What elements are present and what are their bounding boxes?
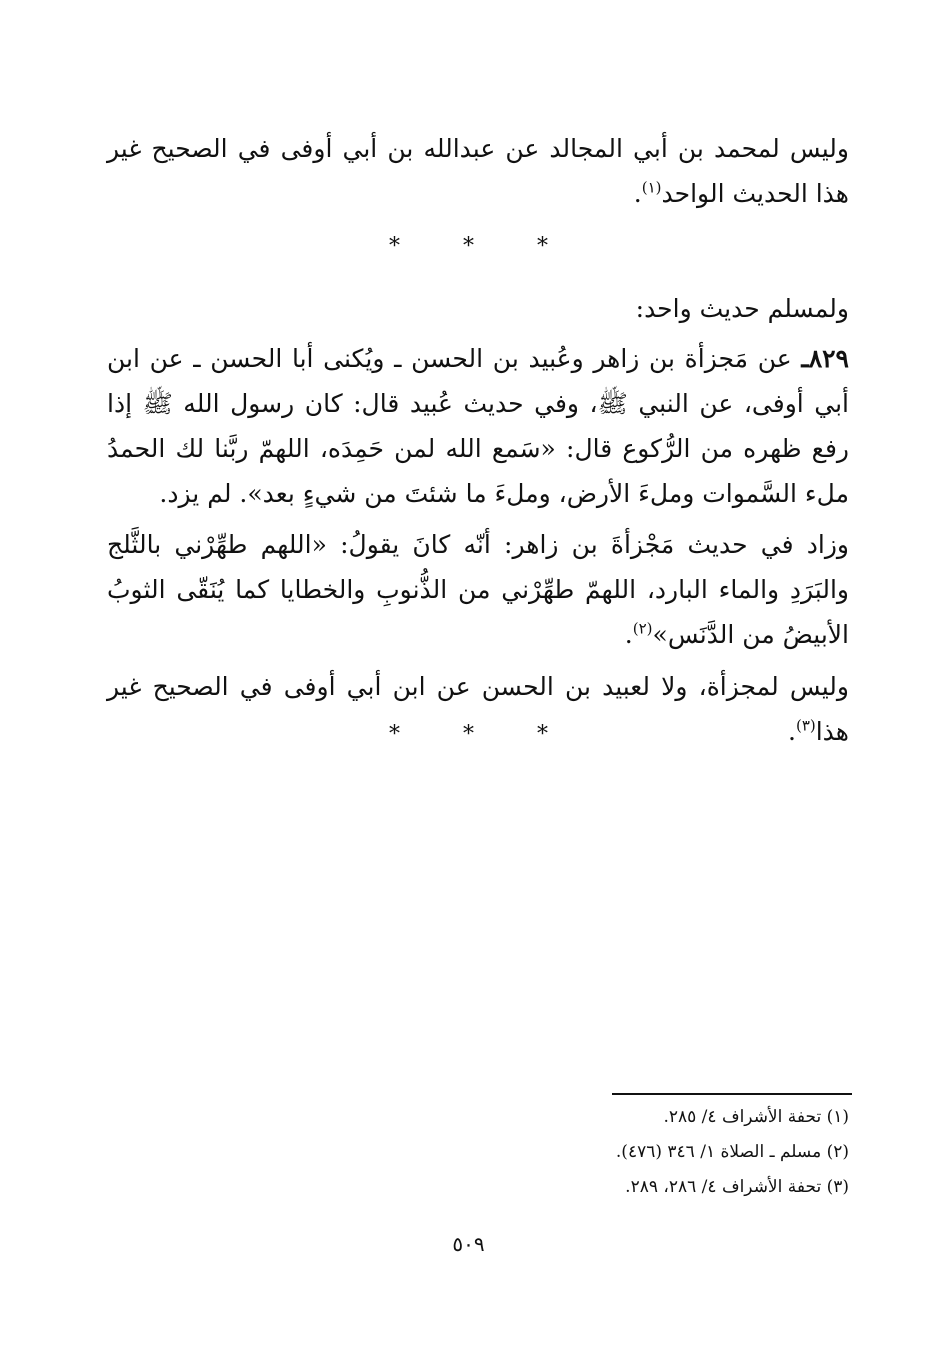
footnote-1: (١) تحفة الأشراف ٤/ ٢٨٥.	[663, 1107, 849, 1127]
footnote-2: (٢) مسلم ـ الصلاة ١/ ٣٤٦ (٤٧٦).	[615, 1142, 849, 1162]
footnote-divider	[612, 1093, 852, 1095]
footnote-ref-3: (٣)	[795, 716, 816, 735]
section-separator-1: * * *	[389, 234, 576, 259]
paragraph-1-end: .	[633, 179, 642, 208]
page-number: ٥٠٩	[452, 1232, 485, 1256]
footnote-ref-2: (٢)	[632, 619, 653, 638]
footnote-ref-1: (١)	[641, 178, 662, 197]
section-separator-2: * * *	[389, 722, 576, 747]
paragraph-5-text: وليس لمجزأة، ولا لعبيد بن الحسن عن ابن أبي أوفى في الصحيح غير هذا	[107, 672, 849, 746]
paragraph-4	[107, 522, 849, 657]
paragraph-1	[107, 126, 849, 216]
footnotes	[349, 1100, 849, 1205]
paragraph-1-text: وليس لمحمد بن أبي المجالد عن عبدالله بن أبي أوفى في الصحيح غير هذا الحديث الواحد	[107, 134, 849, 208]
paragraph-3	[107, 336, 849, 516]
paragraph-4-end: .	[624, 620, 633, 649]
paragraph-5-end: .	[788, 717, 796, 746]
paragraph-2: ولمسلم حديث واحد:	[635, 294, 849, 323]
hadith-number: ٨٢٩ـ	[801, 344, 849, 373]
footnote-3: (٣) تحفة الأشراف ٤/ ٢٨٦، ٢٨٩.	[625, 1177, 849, 1197]
paragraph-3-text: عن مَجزأة بن زاهر وعُبيد بن الحسن ـ ويُكنى أبا الحسن ـ عن ابن أبي أوفى، عن النبي ﷺ، وفي حديث عُبيد قال: كان رسول الله ﷺ إذا رفع ظهره من الرُّكوع قال: «سَمع الله لمن حَمِدَه، اللهمّ ربَّنا لك الحمدُ ملء السَّموات وملءَ الأرض، وملءَ ما شئتَ من شيءٍ بعد». لم يزد.	[107, 344, 849, 508]
paragraph-4-text: وزاد في حديث مَجْزأةَ بن زاهر: أنّه كانَ يقولُ: «اللهم طهِّرْني بالثَّلج والبَرَدِ والماء البارد، اللهمّ طهِّرْني من الذُّنوبِ والخطايا كما يُنَقّى الثوبُ الأبيضُ من الدَّنَس»	[107, 530, 849, 649]
